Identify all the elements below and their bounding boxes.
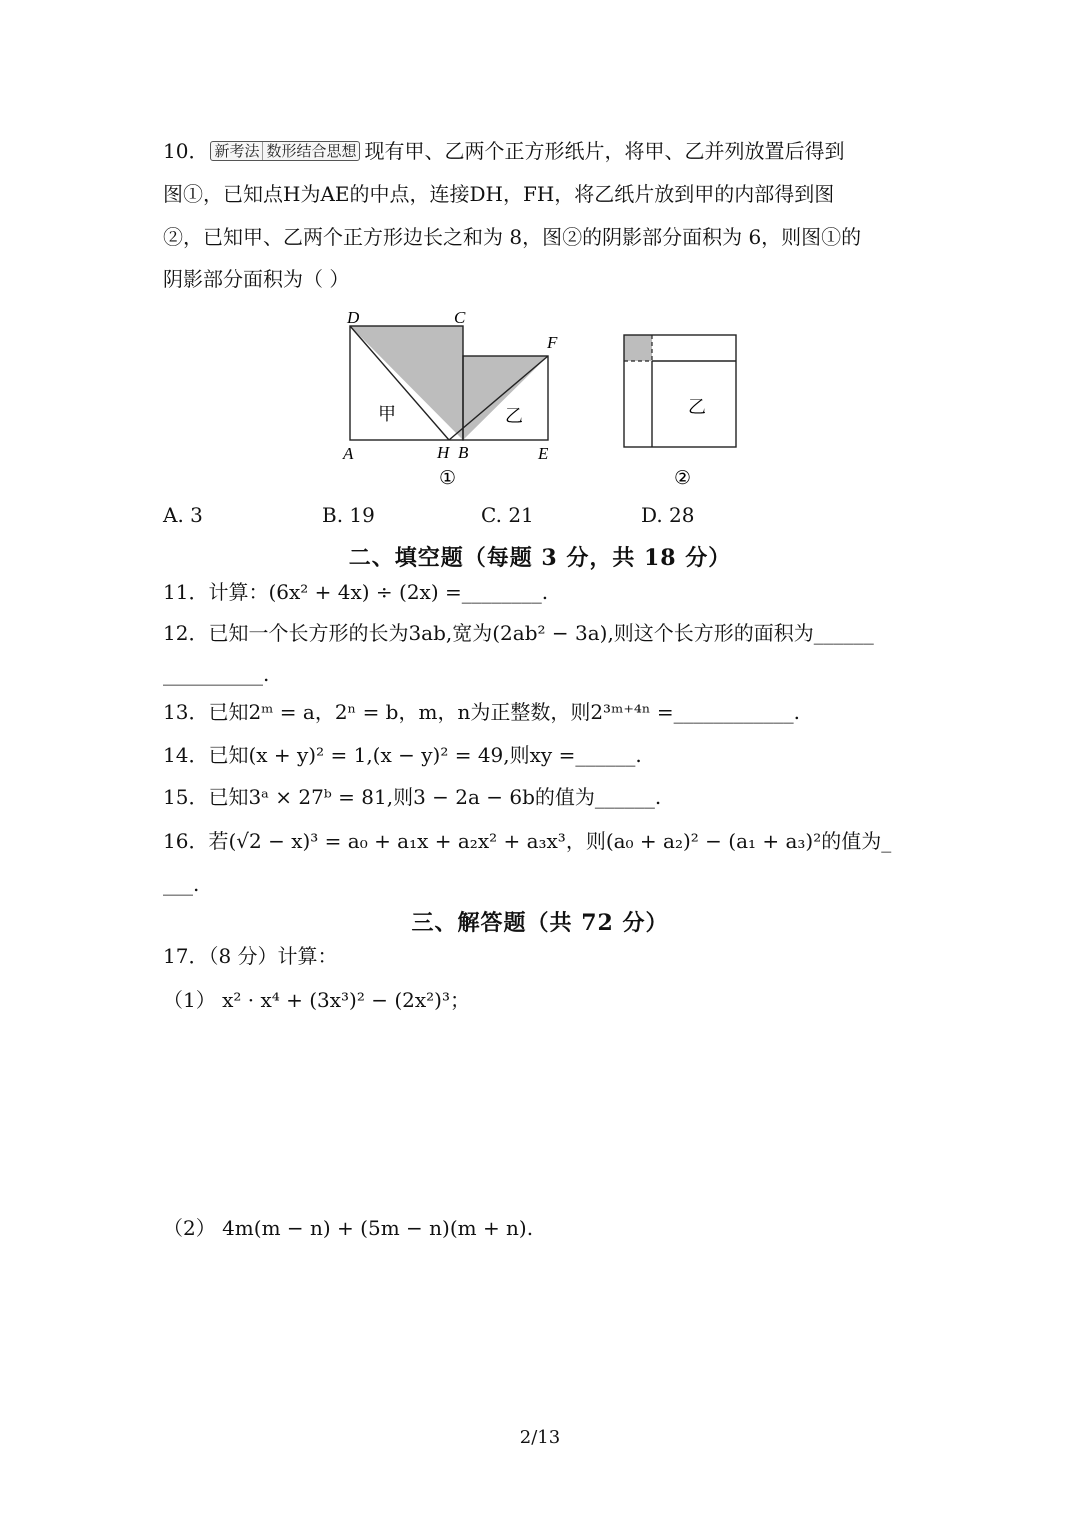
- figure2-caption: ②: [674, 468, 692, 489]
- label-H: H: [437, 443, 450, 462]
- page-number: 2/13: [519, 1427, 561, 1448]
- q16-line1: 16．若(√2 − x)³ = a₀ + a₁x + a₂x² + a₃x³，则(a₀ + a₂)² − (a₁ + a₃)²的值为_: [163, 829, 892, 853]
- label-C: C: [454, 308, 466, 327]
- tag-part1: 新考法: [214, 142, 263, 160]
- q11: 11．计算：(6x² + 4x) ÷ (2x) =________.: [163, 580, 549, 604]
- q10-line1: [163, 139, 844, 163]
- figure-1: [330, 300, 580, 495]
- q14: 14．已知(x + y)² = 1,(x − y)² = 49,则xy =______.: [163, 743, 642, 767]
- option-a: A. 3: [163, 503, 203, 527]
- q17-header: 17．（8 分）计算：: [163, 944, 338, 968]
- label-A: A: [343, 444, 354, 463]
- figure-2: [615, 325, 745, 495]
- label-D: D: [347, 308, 360, 327]
- label-B: B: [458, 443, 469, 462]
- figure1-caption: ①: [439, 468, 457, 489]
- q13: 13．已知2ᵐ = a，2ⁿ = b，m，n为正整数，则2³ᵐ⁺⁴ⁿ =____________.: [163, 700, 801, 724]
- label-F: F: [547, 333, 558, 352]
- figure2-shaded-region: [624, 335, 652, 361]
- q17-part1: （1） x² · x⁴ + (3x³)² − (2x²)³；: [163, 988, 470, 1012]
- option-b: B. 19: [322, 503, 375, 527]
- section-3-title: 三、解答题（共 72 分）: [411, 910, 669, 936]
- q10-text-line1: 现有甲、乙两个正方形纸片，将甲、乙并列放置后得到: [364, 139, 845, 163]
- label-yi: 乙: [505, 406, 523, 426]
- q15: 15．已知3ᵃ × 27ᵇ = 81,则3 − 2a − 6b的值为______.: [163, 785, 662, 809]
- q12-line2: __________.: [163, 662, 270, 686]
- figure2-label-yi: 乙: [688, 397, 706, 417]
- label-jia: 甲: [378, 404, 396, 424]
- option-c: C. 21: [481, 503, 534, 527]
- q10-number: 10．: [163, 139, 209, 163]
- option-d: D. 28: [641, 503, 695, 527]
- q16-line2: ___.: [163, 872, 200, 896]
- q17-part2: （2） 4m(m − n) + (5m − n)(m + n).: [163, 1216, 534, 1240]
- q10-line4: 阴影部分面积为（ ）: [163, 267, 350, 291]
- tag-part2: 数形结合思想: [266, 142, 357, 160]
- q10-line3: ②，已知甲、乙两个正方形边长之和为 8，图②的阴影部分面积为 6，则图①的: [163, 225, 862, 249]
- section-2-title: 二、填空题（每题 3 分，共 18 分）: [348, 545, 732, 571]
- new-method-tag: [210, 141, 360, 161]
- label-E: E: [538, 444, 549, 463]
- q10-line2: 图①，已知点H为AE的中点，连接DH，FH，将乙纸片放到甲的内部得到图: [163, 182, 835, 206]
- q12-line1: 12．已知一个长方形的长为3ab,宽为(2ab² − 3a),则这个长方形的面积为______: [163, 621, 874, 645]
